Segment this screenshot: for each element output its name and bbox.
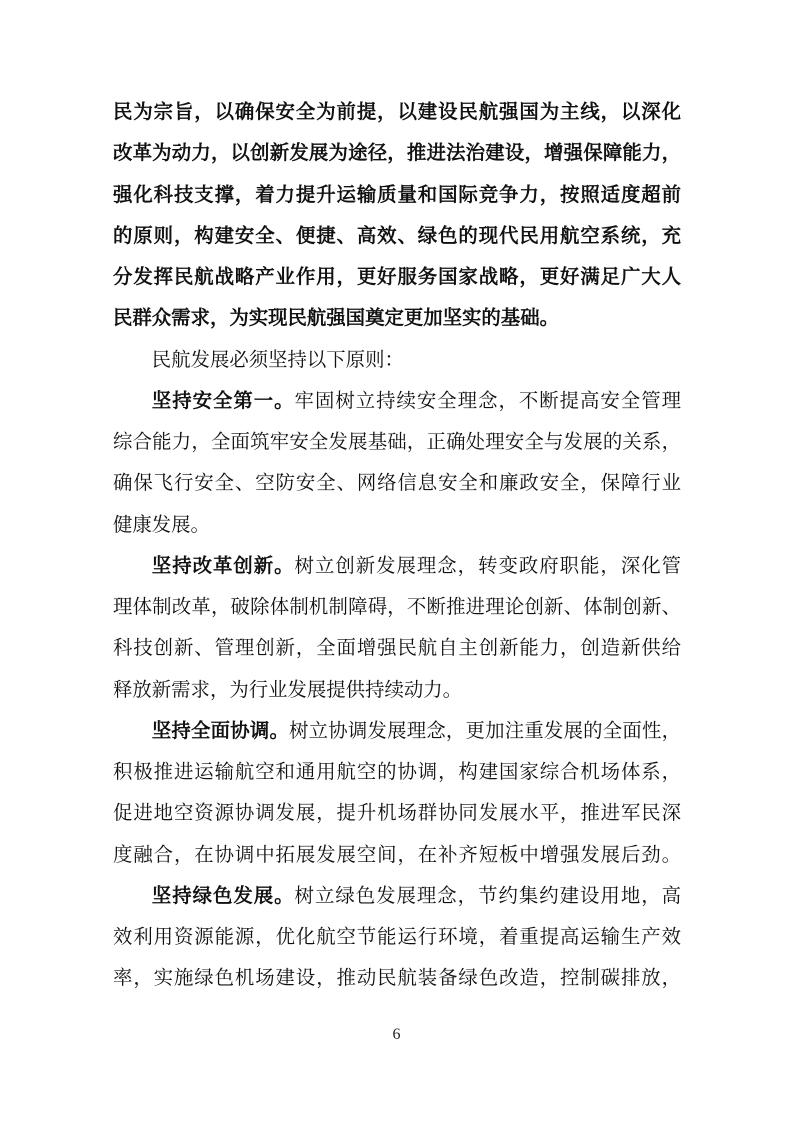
principle-heading: 坚持安全第一。 (151, 388, 295, 412)
principle-line: 理体制改革，破除体制机制障碍，不断推进理论创新、体制创新、 (113, 595, 681, 618)
principle-green-development (113, 875, 681, 999)
principle-first-line (113, 710, 681, 751)
principle-heading: 坚持全面协调。 (151, 718, 290, 742)
principle-heading: 坚持改革创新。 (151, 553, 295, 577)
principle-safety-first (113, 380, 681, 545)
principle-line: 积极推进运输航空和通用航空的协调，构建国家综合机场体系， (113, 760, 681, 783)
principle-line: 确保飞行安全、空防安全、网络信息安全和廉政安全，保障行业 (113, 471, 681, 495)
principle-text: 树立协调发展理念，更加注重发展的全面性， (289, 718, 681, 742)
principle-line: 促进地空资源协调发展，提升机场群协同发展水平，推进军民深 (113, 801, 681, 825)
principle-heading: 坚持绿色发展。 (151, 883, 295, 907)
principle-line: 率，实施绿色机场建设，推动民航装备绿色改造，控制碳排放， (113, 966, 681, 990)
principle-line: 度融合，在协调中拓展发展空间，在补齐短板中增强发展后劲。 (113, 842, 681, 866)
principle-text: 牢固树立持续安全理念，不断提高安全管理 (294, 388, 681, 412)
principle-text: 树立创新发展理念，转变政府职能，深化管 (294, 553, 681, 577)
principle-first-line (113, 545, 681, 586)
intro-line: 的原则，构建安全、便捷、高效、绿色的现代民用航空系统，充 (113, 223, 681, 247)
principle-line: 释放新需求，为行业发展提供持续动力。 (113, 677, 463, 701)
principle-line: 科技创新、管理创新，全面增强民航自主创新能力，创造新供给 (113, 636, 681, 660)
document-body (113, 91, 681, 999)
intro-line: 民为宗旨，以确保安全为前提，以建设民航强国为主线，以深化 (113, 100, 681, 123)
principle-reform-innovation (113, 545, 681, 710)
principle-line: 效利用资源能源，优化航空节能运行环境，着重提高运输生产效 (113, 925, 681, 948)
lead-line: 民航发展必须坚持以下原则： (151, 347, 404, 371)
intro-line: 强化科技支撑，着力提升运输质量和国际竞争力，按照适度超前 (113, 182, 681, 206)
principle-first-line (113, 875, 681, 916)
intro-line: 分发挥民航战略产业作用，更好服务国家战略，更好满足广大人 (113, 265, 681, 288)
page-number: 6 (392, 1026, 401, 1043)
principle-text: 树立绿色发展理念，节约集约建设用地，高 (294, 883, 681, 907)
principle-coordination (113, 710, 681, 875)
principle-line: 综合能力，全面筑牢安全发展基础，正确处理安全与发展的关系， (113, 430, 681, 453)
intro-paragraph (113, 91, 681, 339)
principle-first-line (113, 380, 681, 421)
intro-line: 改革为动力，以创新发展为途径，推进法治建设，增强保障能力， (113, 141, 681, 165)
principle-line: 健康发展。 (113, 512, 210, 536)
intro-line: 民群众需求，为实现民航强国奠定更加坚实的基础。 (113, 306, 559, 330)
lead-paragraph (113, 339, 681, 380)
